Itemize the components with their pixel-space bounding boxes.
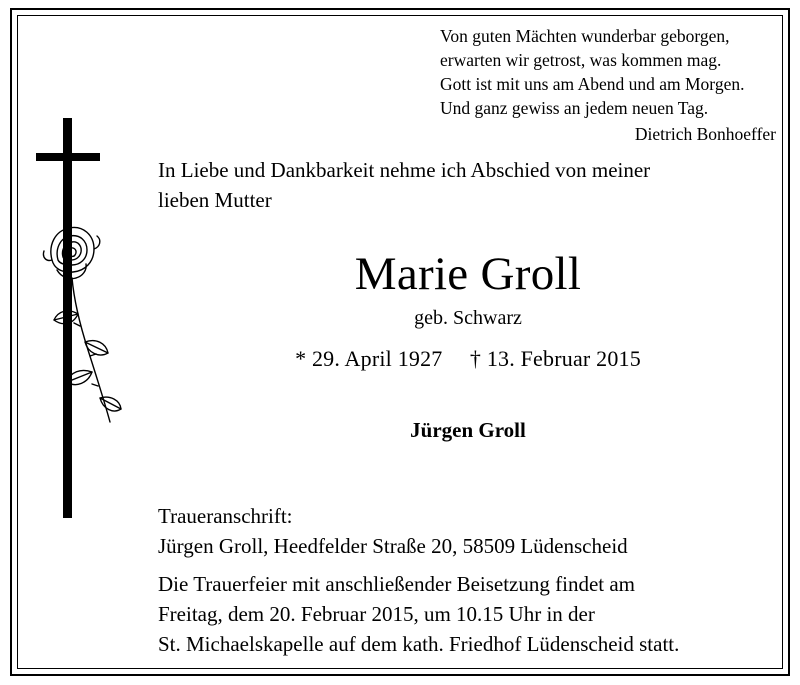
quote-attribution: Dietrich Bonhoeffer	[634, 123, 776, 144]
birth-date: 29. April 1927	[311, 345, 443, 371]
cross-and-rose-graphic	[28, 110, 148, 540]
address-label: Traueranschrift:	[158, 503, 293, 528]
birth-symbol: *	[295, 345, 307, 371]
intro-line-2: lieben Mutter	[158, 187, 272, 212]
address-block	[158, 501, 778, 562]
death-symbol: †	[469, 345, 482, 371]
quote-block	[440, 24, 780, 146]
quote-line-2: erwarten wir getrost, was kommen mag.	[440, 50, 722, 71]
quote-line-1: Von guten Mächten wunderbar geborgen,	[440, 26, 730, 46]
ceremony-block	[158, 570, 778, 659]
rose-icon	[43, 227, 121, 422]
ceremony-line-1: Die Trauerfeier mit anschließender Beisetzung findet am	[158, 572, 636, 596]
quote-line-3: Gott ist mit uns am Abend und am Morgen.	[440, 74, 745, 95]
ceremony-line-2: Freitag, dem 20. Februar 2015, um 10.15 Uhr in der	[158, 601, 595, 626]
deceased-birth-name: geb. Schwarz	[414, 306, 522, 329]
intro-text	[158, 156, 776, 216]
quote-line-4: Und ganz gewiss an jedem neuen Tag.	[440, 98, 709, 119]
ceremony-line-3: St. Michaelskapelle auf dem kath. Friedhof Lüdenscheid statt.	[158, 631, 680, 656]
deceased-name: Marie Groll	[354, 247, 582, 300]
cross-icon	[36, 118, 100, 518]
death-date: 13. Februar 2015	[486, 345, 641, 371]
address-value: Jürgen Groll, Heedfelder Straße 20, 58509 Lüdenscheid	[158, 534, 628, 559]
life-dates	[158, 346, 778, 372]
mourner-name: Jürgen Groll	[410, 417, 526, 442]
main-text-column	[158, 156, 778, 562]
intro-line-1: In Liebe und Dankbarkeit nehme ich Abschied von meiner	[158, 158, 651, 182]
